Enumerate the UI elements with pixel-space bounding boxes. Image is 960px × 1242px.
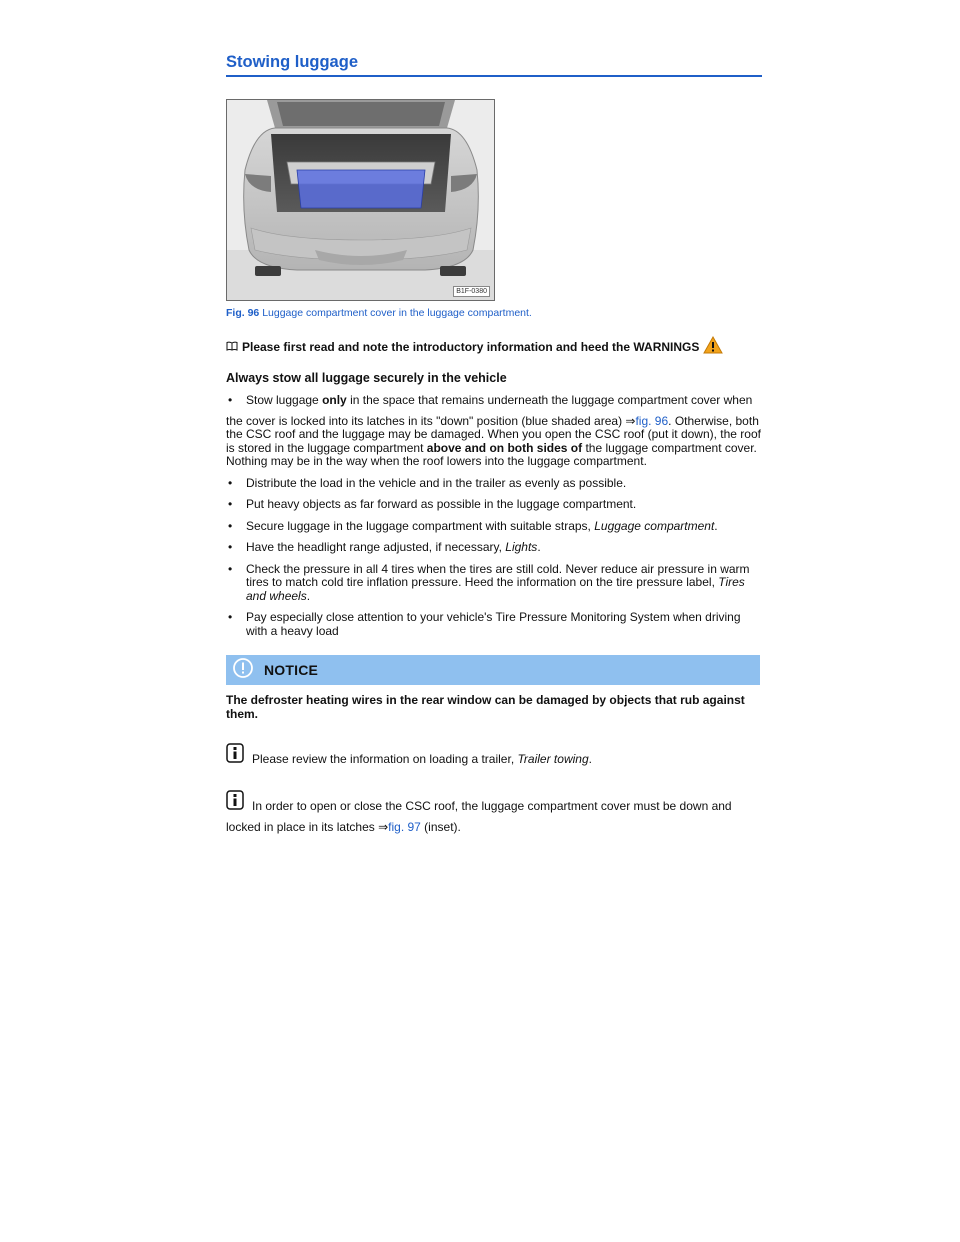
notice-text: The defroster heating wires in the rear window can be damaged by objects that rub against them. xyxy=(226,693,745,721)
blue-shaded-area xyxy=(297,170,425,208)
list-item-continuation: the cover is locked into its latches in its "down" position (blue shaded area) ⇒fig. 96. Otherwise, both the CSC roof and the luggage may be damaged. When you open the CSC roof (put it down), the roof is stored in the luggage compartment above and on both sides of the luggage compartment cover. Nothing may be in the way when the roof lowers into the luggage compartment. xyxy=(226,413,761,468)
car-rear-illustration xyxy=(227,100,494,300)
link-fig-96[interactable]: fig. 96 xyxy=(635,413,669,428)
figure-luggage-compartment xyxy=(226,99,495,301)
list-item: • Put heavy objects as far forward as possible in the luggage compartment. xyxy=(228,497,637,511)
section-title: Stowing luggage xyxy=(226,52,762,77)
list-item: • Pay especially close attention to your vehicle's Tire Pressure Monitoring System when driving with a heavy load xyxy=(228,610,741,638)
intro-line xyxy=(226,336,762,358)
link-trailer-towing[interactable]: Trailer towing xyxy=(517,752,589,766)
figure-caption xyxy=(226,307,762,320)
warning-triangle-icon xyxy=(703,336,723,358)
list-item: • Check the pressure in all 4 tires when the tires are still cold. Never reduce air pressure in warm tires to match cold tire inflation pressure. Heed the information on the tire pressure label, Tires and wheels. xyxy=(228,561,750,603)
info-icon xyxy=(226,790,244,814)
info-icon xyxy=(226,743,244,767)
notice-box xyxy=(226,655,760,685)
link-tires-and-wheels[interactable]: Tires and wheels xyxy=(246,575,745,603)
list-item: • Have the headlight range adjusted, if necessary, Lights. xyxy=(228,540,541,554)
page-content xyxy=(226,52,762,835)
list-item: • Secure luggage in the luggage compartment with suitable straps, Luggage compartment. xyxy=(228,518,718,533)
link-fig-97[interactable]: fig. 97 xyxy=(388,820,421,834)
note-csc-roof: In order to open or close the CSC roof, the luggage compartment cover must be down and locked in place in its latches ⇒fig. 97 (inset). xyxy=(226,790,762,835)
notice-label: NOTICE xyxy=(264,662,319,678)
figure-caption-text: Luggage compartment cover in the luggage compartment. xyxy=(262,307,532,319)
list-item: • Distribute the load in the vehicle and in the trailer as evenly as possible. xyxy=(228,475,627,490)
figure-code: B1F-0380 xyxy=(453,286,490,297)
book-icon xyxy=(226,340,238,355)
link-lights[interactable]: Lights xyxy=(505,540,538,554)
subheading: Always stow all luggage securely in the vehicle xyxy=(226,371,507,385)
note-trailer: Please review the information on loading a trailer, Trailer towing. xyxy=(226,743,762,767)
list-item: • Stow luggage only in the space that remains underneath the luggage compartment cover when xyxy=(228,393,753,407)
intro-text: Please first read and note the introductory information and heed the WARNINGS xyxy=(242,339,700,354)
exclamation-circle-icon xyxy=(232,657,254,684)
figure-caption-label: Fig. 96 xyxy=(226,307,260,319)
link-luggage-compartment[interactable]: Luggage compartment xyxy=(594,518,715,533)
